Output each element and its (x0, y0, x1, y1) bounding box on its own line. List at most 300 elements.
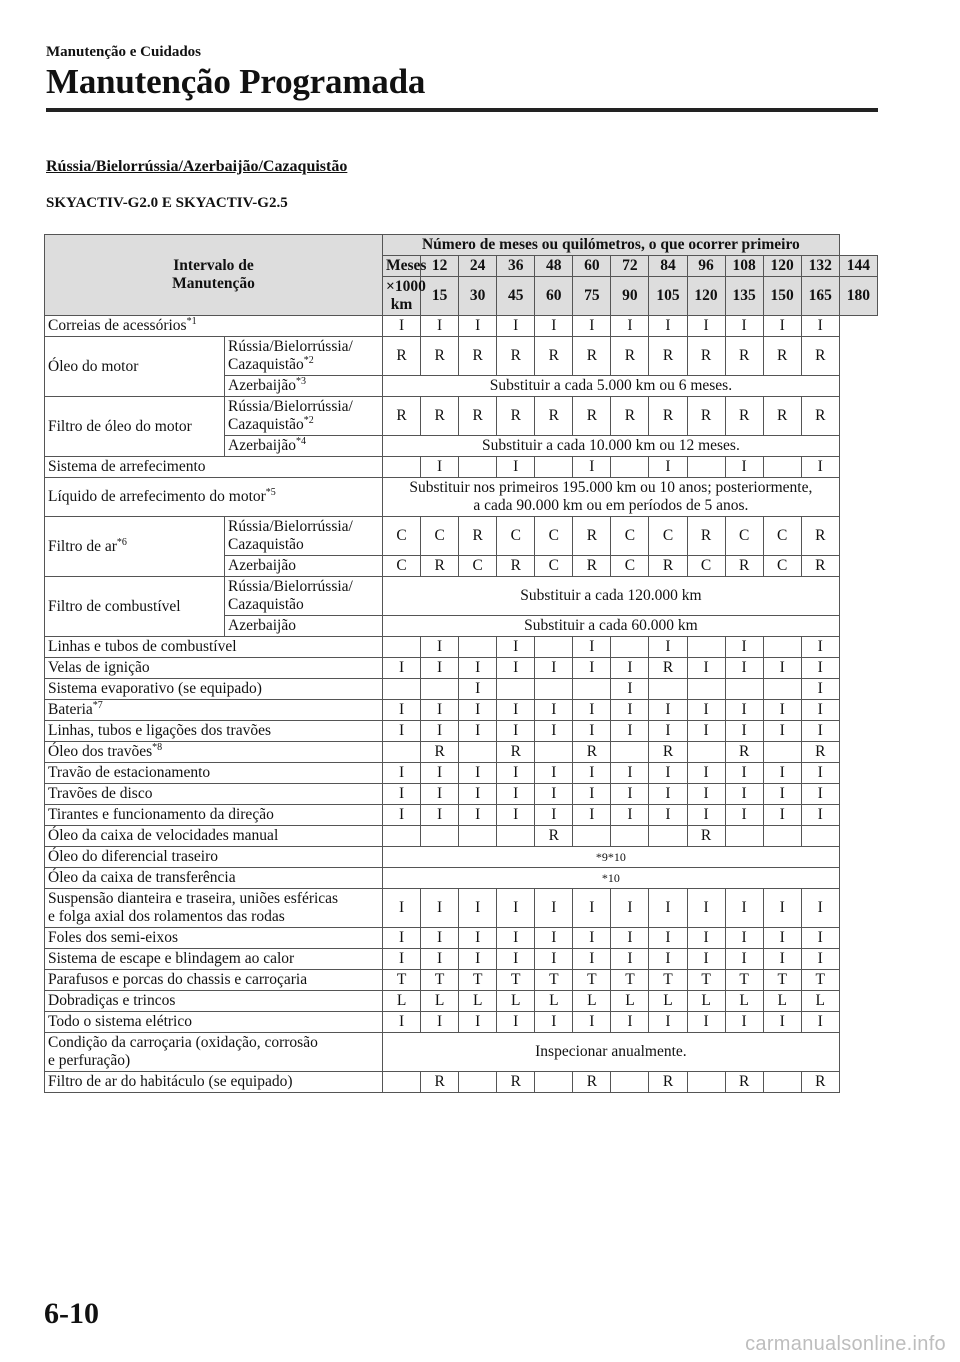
schedule-cell: R (497, 1072, 535, 1093)
km-cell: 75 (573, 277, 611, 316)
schedule-cell (611, 637, 649, 658)
table-row (45, 679, 878, 700)
schedule-cell: T (763, 970, 801, 991)
schedule-cell: R (573, 337, 611, 376)
schedule-cell: I (497, 457, 535, 478)
schedule-cell: I (611, 763, 649, 784)
table-row (45, 928, 878, 949)
schedule-cell: R (383, 337, 421, 376)
row-label: Dobradiças e trincos (45, 991, 383, 1012)
schedule-cell: I (421, 637, 459, 658)
schedule-cell: R (573, 397, 611, 436)
schedule-cell: I (649, 763, 687, 784)
schedule-cell: I (649, 721, 687, 742)
schedule-cell: I (535, 949, 573, 970)
schedule-cell: I (573, 949, 611, 970)
footnote-ref: *4 (296, 435, 306, 447)
row-label: Condição da carroçaria (oxidação, corrosão e perfuração) (45, 1033, 383, 1072)
schedule-cell: I (611, 805, 649, 826)
schedule-cell: I (801, 658, 839, 679)
schedule-cell (459, 826, 497, 847)
schedule-cell: I (725, 763, 763, 784)
schedule-cell: I (573, 700, 611, 721)
footnote-ref: *2 (303, 414, 314, 426)
schedule-cell: I (649, 457, 687, 478)
schedule-cell: I (573, 316, 611, 337)
table-row (45, 826, 878, 847)
schedule-cell: R (687, 337, 725, 376)
schedule-cell (383, 637, 421, 658)
schedule-cell: I (687, 316, 725, 337)
footnote-ref: *5 (265, 486, 276, 498)
schedule-cell: I (573, 721, 611, 742)
section-label: Manutenção e Cuidados (46, 44, 202, 60)
schedule-cell: R (421, 337, 459, 376)
schedule-cell: I (611, 721, 649, 742)
schedule-cell: L (459, 991, 497, 1012)
schedule-cell: I (649, 1012, 687, 1033)
table-row (45, 457, 878, 478)
row-label: Óleo da caixa de velocidades manual (45, 826, 383, 847)
row-label: Velas de ignição (45, 658, 383, 679)
schedule-cell: R (383, 397, 421, 436)
schedule-cell (459, 457, 497, 478)
schedule-cell: I (459, 928, 497, 949)
interval-header: Intervalo de Manutenção (45, 235, 383, 316)
schedule-cell: R (801, 742, 839, 763)
schedule-cell: I (421, 949, 459, 970)
schedule-cell: I (497, 721, 535, 742)
schedule-cell: C (535, 517, 573, 556)
schedule-cell (383, 457, 421, 478)
schedule-cell: I (801, 763, 839, 784)
schedule-cell (383, 679, 421, 700)
row-label: Óleo da caixa de transferência (45, 868, 383, 889)
schedule-cell: R (535, 337, 573, 376)
schedule-cell: I (687, 949, 725, 970)
schedule-cell: I (459, 889, 497, 928)
schedule-cell: I (763, 805, 801, 826)
schedule-cell: I (459, 805, 497, 826)
schedule-cell: I (535, 721, 573, 742)
row-label: Filtro de ar do habitáculo (se equipado) (45, 1072, 383, 1093)
schedule-cell: R (649, 397, 687, 436)
schedule-cell: I (459, 658, 497, 679)
schedule-cell: C (763, 517, 801, 556)
schedule-cell: I (383, 658, 421, 679)
schedule-cell: I (763, 316, 801, 337)
schedule-cell (383, 742, 421, 763)
schedule-cell: R (573, 1072, 611, 1093)
months-cell: 84 (649, 256, 687, 277)
schedule-cell: T (497, 970, 535, 991)
schedule-cell: I (459, 316, 497, 337)
schedule-cell (725, 679, 763, 700)
schedule-cell: I (763, 1012, 801, 1033)
schedule-cell: I (649, 805, 687, 826)
footnote-ref: *6 (116, 536, 127, 548)
schedule-cell (459, 1072, 497, 1093)
months-cell: 24 (459, 256, 497, 277)
schedule-cell: T (459, 970, 497, 991)
schedule-cell: I (573, 457, 611, 478)
schedule-cell: R (497, 337, 535, 376)
sub-label: Azerbaijão (225, 616, 383, 637)
schedule-cell: I (763, 928, 801, 949)
schedule-cell: I (535, 700, 573, 721)
schedule-cell: I (725, 784, 763, 805)
schedule-cell: R (459, 517, 497, 556)
schedule-cell: I (687, 805, 725, 826)
schedule-cell (763, 637, 801, 658)
schedule-cell (383, 826, 421, 847)
schedule-cell: I (801, 889, 839, 928)
schedule-cell: L (497, 991, 535, 1012)
table-row (45, 889, 878, 928)
schedule-cell: I (421, 763, 459, 784)
schedule-cell: C (421, 517, 459, 556)
schedule-cell: I (801, 679, 839, 700)
schedule-cell (687, 457, 725, 478)
schedule-cell: I (497, 763, 535, 784)
table-row (45, 847, 878, 868)
schedule-cell (497, 826, 535, 847)
table-row (45, 658, 878, 679)
schedule-cell: L (725, 991, 763, 1012)
schedule-cell: I (801, 949, 839, 970)
schedule-cell: I (573, 763, 611, 784)
schedule-cell: I (573, 1012, 611, 1033)
schedule-cell: T (801, 970, 839, 991)
schedule-cell: I (383, 805, 421, 826)
schedule-cell: R (801, 337, 839, 376)
schedule-cell: R (687, 826, 725, 847)
schedule-cell: I (573, 637, 611, 658)
schedule-cell: I (763, 721, 801, 742)
schedule-cell (573, 679, 611, 700)
schedule-cell (801, 826, 839, 847)
schedule-cell: I (687, 763, 725, 784)
schedule-cell: R (611, 397, 649, 436)
schedule-cell (649, 679, 687, 700)
schedule-cell: R (725, 556, 763, 577)
schedule-cell: I (383, 1012, 421, 1033)
km-cell: 150 (763, 277, 801, 316)
schedule-cell: I (535, 784, 573, 805)
schedule-cell: I (611, 700, 649, 721)
schedule-cell: R (421, 1072, 459, 1093)
schedule-cell (763, 826, 801, 847)
row-label: Todo o sistema elétrico (45, 1012, 383, 1033)
schedule-cell: T (687, 970, 725, 991)
schedule-cell: R (763, 337, 801, 376)
sub-label: Rússia/Bielorrússia/ Cazaquistão (225, 517, 383, 556)
schedule-cell: R (421, 556, 459, 577)
schedule-cell: R (573, 556, 611, 577)
schedule-cell: I (725, 700, 763, 721)
schedule-cell: I (725, 721, 763, 742)
schedule-cell (611, 742, 649, 763)
schedule-cell: R (649, 658, 687, 679)
footnote-ref: *7 (92, 699, 103, 711)
row-label: Parafusos e porcas do chassis e carroçaria (45, 970, 383, 991)
row-label: Travões de disco (45, 784, 383, 805)
footnote-ref: *1 (186, 315, 197, 327)
schedule-cell: I (763, 763, 801, 784)
schedule-cell: I (801, 784, 839, 805)
schedule-cell: I (459, 949, 497, 970)
maintenance-table (44, 234, 878, 1093)
schedule-cell: I (497, 700, 535, 721)
schedule-note: Substituir a cada 120.000 km (383, 577, 840, 616)
months-cell: 48 (535, 256, 573, 277)
schedule-cell: L (535, 991, 573, 1012)
schedule-cell: I (763, 658, 801, 679)
schedule-cell: I (535, 889, 573, 928)
schedule-cell: I (535, 316, 573, 337)
schedule-cell: R (497, 742, 535, 763)
schedule-cell: T (535, 970, 573, 991)
schedule-cell: I (611, 784, 649, 805)
schedule-cell: C (611, 517, 649, 556)
schedule-cell (611, 457, 649, 478)
schedule-cell: I (573, 889, 611, 928)
sub-label: Azerbaijão$^{*3}$ (225, 376, 383, 397)
months-label: Meses (383, 256, 421, 277)
schedule-cell: R (649, 1072, 687, 1093)
schedule-cell: I (383, 700, 421, 721)
row-label: Linhas e tubos de combustível (45, 637, 383, 658)
schedule-cell: I (459, 721, 497, 742)
interval-title: Número de meses ou quilómetros, o que ocorrer primeiro (383, 235, 840, 256)
schedule-cell: T (421, 970, 459, 991)
row-label: Suspensão dianteira e traseira, uniões esféricas e folga axial dos rolamentos das rodas (45, 889, 383, 928)
table-row (45, 949, 878, 970)
schedule-cell: C (649, 517, 687, 556)
title-rule (46, 108, 878, 112)
schedule-note: Inspecionar anualmente. (383, 1033, 840, 1072)
schedule-cell: L (573, 991, 611, 1012)
schedule-cell: L (383, 991, 421, 1012)
table-row (45, 784, 878, 805)
schedule-cell: I (573, 805, 611, 826)
months-cell: 108 (725, 256, 763, 277)
table-row (45, 721, 878, 742)
schedule-note: Substituir a cada 5.000 km ou 6 meses. (383, 376, 840, 397)
schedule-cell: I (421, 700, 459, 721)
schedule-cell: I (383, 721, 421, 742)
schedule-cell: I (383, 949, 421, 970)
row-label: Filtro de óleo do motor (45, 397, 225, 457)
table-row (45, 700, 878, 721)
page-title: Manutenção Programada (46, 62, 426, 101)
schedule-cell: T (611, 970, 649, 991)
schedule-cell: C (763, 556, 801, 577)
schedule-cell: I (535, 1012, 573, 1033)
schedule-cell: I (725, 928, 763, 949)
schedule-cell: I (459, 784, 497, 805)
schedule-cell: R (801, 556, 839, 577)
table-row (45, 577, 878, 616)
row-label: Sistema evaporativo (se equipado) (45, 679, 383, 700)
months-cell: 144 (839, 256, 877, 277)
table-row (45, 1033, 878, 1072)
sub-label: Azerbaijão$^{*4}$ (225, 436, 383, 457)
schedule-cell: I (649, 949, 687, 970)
schedule-cell: R (459, 337, 497, 376)
schedule-cell: I (801, 637, 839, 658)
sub-label: Rússia/Bielorrússia/ Cazaquistão (225, 577, 383, 616)
schedule-cell: I (725, 637, 763, 658)
row-label: Líquido de arrefecimento do motor$^{*5}$ (45, 478, 383, 517)
km-cell: 165 (801, 277, 839, 316)
schedule-cell: I (725, 316, 763, 337)
schedule-cell: I (421, 928, 459, 949)
schedule-cell (535, 1072, 573, 1093)
months-cell: 132 (801, 256, 839, 277)
schedule-cell: L (421, 991, 459, 1012)
months-cell: 120 (763, 256, 801, 277)
schedule-cell: I (459, 700, 497, 721)
schedule-cell: I (497, 658, 535, 679)
schedule-cell: I (611, 1012, 649, 1033)
schedule-cell: R (497, 556, 535, 577)
table-row (45, 637, 878, 658)
schedule-cell: I (611, 928, 649, 949)
schedule-cell: R (649, 337, 687, 376)
schedule-cell: I (687, 928, 725, 949)
schedule-cell: R (535, 397, 573, 436)
schedule-cell: I (383, 784, 421, 805)
schedule-cell: I (649, 928, 687, 949)
schedule-cell: R (725, 337, 763, 376)
schedule-cell (535, 457, 573, 478)
row-label: Bateria$^{*7}$ (45, 700, 383, 721)
schedule-cell: I (497, 784, 535, 805)
schedule-cell: I (459, 763, 497, 784)
schedule-cell: I (687, 889, 725, 928)
schedule-cell (763, 457, 801, 478)
km-label: ×1000 km (383, 277, 421, 316)
schedule-cell: I (535, 763, 573, 784)
schedule-cell: I (497, 949, 535, 970)
schedule-cell: R (421, 397, 459, 436)
schedule-cell (573, 826, 611, 847)
row-label: Travão de estacionamento (45, 763, 383, 784)
schedule-cell (649, 826, 687, 847)
schedule-cell: R (573, 517, 611, 556)
footnote-ref: *3 (296, 375, 306, 387)
schedule-cell: R (801, 397, 839, 436)
schedule-cell: I (383, 889, 421, 928)
schedule-cell: I (459, 1012, 497, 1033)
schedule-cell: I (421, 805, 459, 826)
schedule-cell: I (763, 700, 801, 721)
table-row (45, 1012, 878, 1033)
schedule-note: *9*10 (383, 847, 840, 868)
schedule-note: *10 (383, 868, 840, 889)
schedule-cell: I (801, 457, 839, 478)
schedule-cell (421, 679, 459, 700)
row-label: Sistema de escape e blindagem ao calor (45, 949, 383, 970)
schedule-cell: L (763, 991, 801, 1012)
schedule-cell: C (725, 517, 763, 556)
schedule-cell: I (459, 679, 497, 700)
schedule-cell (535, 742, 573, 763)
months-cell: 60 (573, 256, 611, 277)
schedule-cell (611, 1072, 649, 1093)
footnote-ref: *2 (303, 354, 314, 366)
schedule-cell: I (497, 805, 535, 826)
schedule-cell (763, 742, 801, 763)
schedule-cell: I (801, 805, 839, 826)
schedule-cell: I (725, 658, 763, 679)
km-cell: 105 (649, 277, 687, 316)
months-cell: 72 (611, 256, 649, 277)
km-cell: 90 (611, 277, 649, 316)
schedule-note: Substituir a cada 10.000 km ou 12 meses. (383, 436, 840, 457)
schedule-cell: C (611, 556, 649, 577)
schedule-cell: I (687, 721, 725, 742)
months-cell: 96 (687, 256, 725, 277)
schedule-note: Substituir a cada 60.000 km (383, 616, 840, 637)
row-label: Sistema de arrefecimento (45, 457, 383, 478)
km-cell: 120 (687, 277, 725, 316)
schedule-cell: I (535, 658, 573, 679)
table-row (45, 397, 878, 436)
schedule-cell: R (459, 397, 497, 436)
schedule-cell: R (763, 397, 801, 436)
schedule-cell: I (611, 949, 649, 970)
schedule-cell: I (611, 658, 649, 679)
schedule-cell: I (649, 700, 687, 721)
months-cell: 12 (421, 256, 459, 277)
schedule-cell: R (687, 397, 725, 436)
schedule-cell: C (383, 556, 421, 577)
schedule-cell: C (383, 517, 421, 556)
row-label: Correias de acessórios$^{*1}$ (45, 316, 383, 337)
schedule-cell (763, 679, 801, 700)
schedule-cell: R (421, 742, 459, 763)
schedule-cell: T (725, 970, 763, 991)
schedule-cell: I (687, 1012, 725, 1033)
km-cell: 180 (839, 277, 877, 316)
schedule-cell: I (497, 637, 535, 658)
schedule-cell: I (801, 721, 839, 742)
schedule-cell (687, 742, 725, 763)
schedule-cell: R (801, 517, 839, 556)
schedule-cell: I (383, 316, 421, 337)
schedule-cell (725, 826, 763, 847)
schedule-cell: C (497, 517, 535, 556)
schedule-cell: R (725, 397, 763, 436)
sub-label: Rússia/Bielorrússia/ Cazaquistão$^{*2}$ (225, 337, 383, 376)
schedule-cell (497, 679, 535, 700)
schedule-cell: I (763, 784, 801, 805)
schedule-cell: I (497, 889, 535, 928)
schedule-cell: R (725, 742, 763, 763)
schedule-cell: I (763, 949, 801, 970)
schedule-cell: C (687, 556, 725, 577)
schedule-note: Substituir nos primeiros 195.000 km ou 10 anos; posteriormente, a cada 90.000 km ou em períodos de 5 anos. (383, 478, 840, 517)
schedule-cell: T (573, 970, 611, 991)
schedule-cell: I (383, 928, 421, 949)
row-label: Filtro de $ar^{*6}$ (45, 517, 225, 577)
footnote-ref: *8 (152, 741, 163, 753)
schedule-cell: I (801, 700, 839, 721)
schedule-cell: I (421, 457, 459, 478)
schedule-cell: R (535, 826, 573, 847)
